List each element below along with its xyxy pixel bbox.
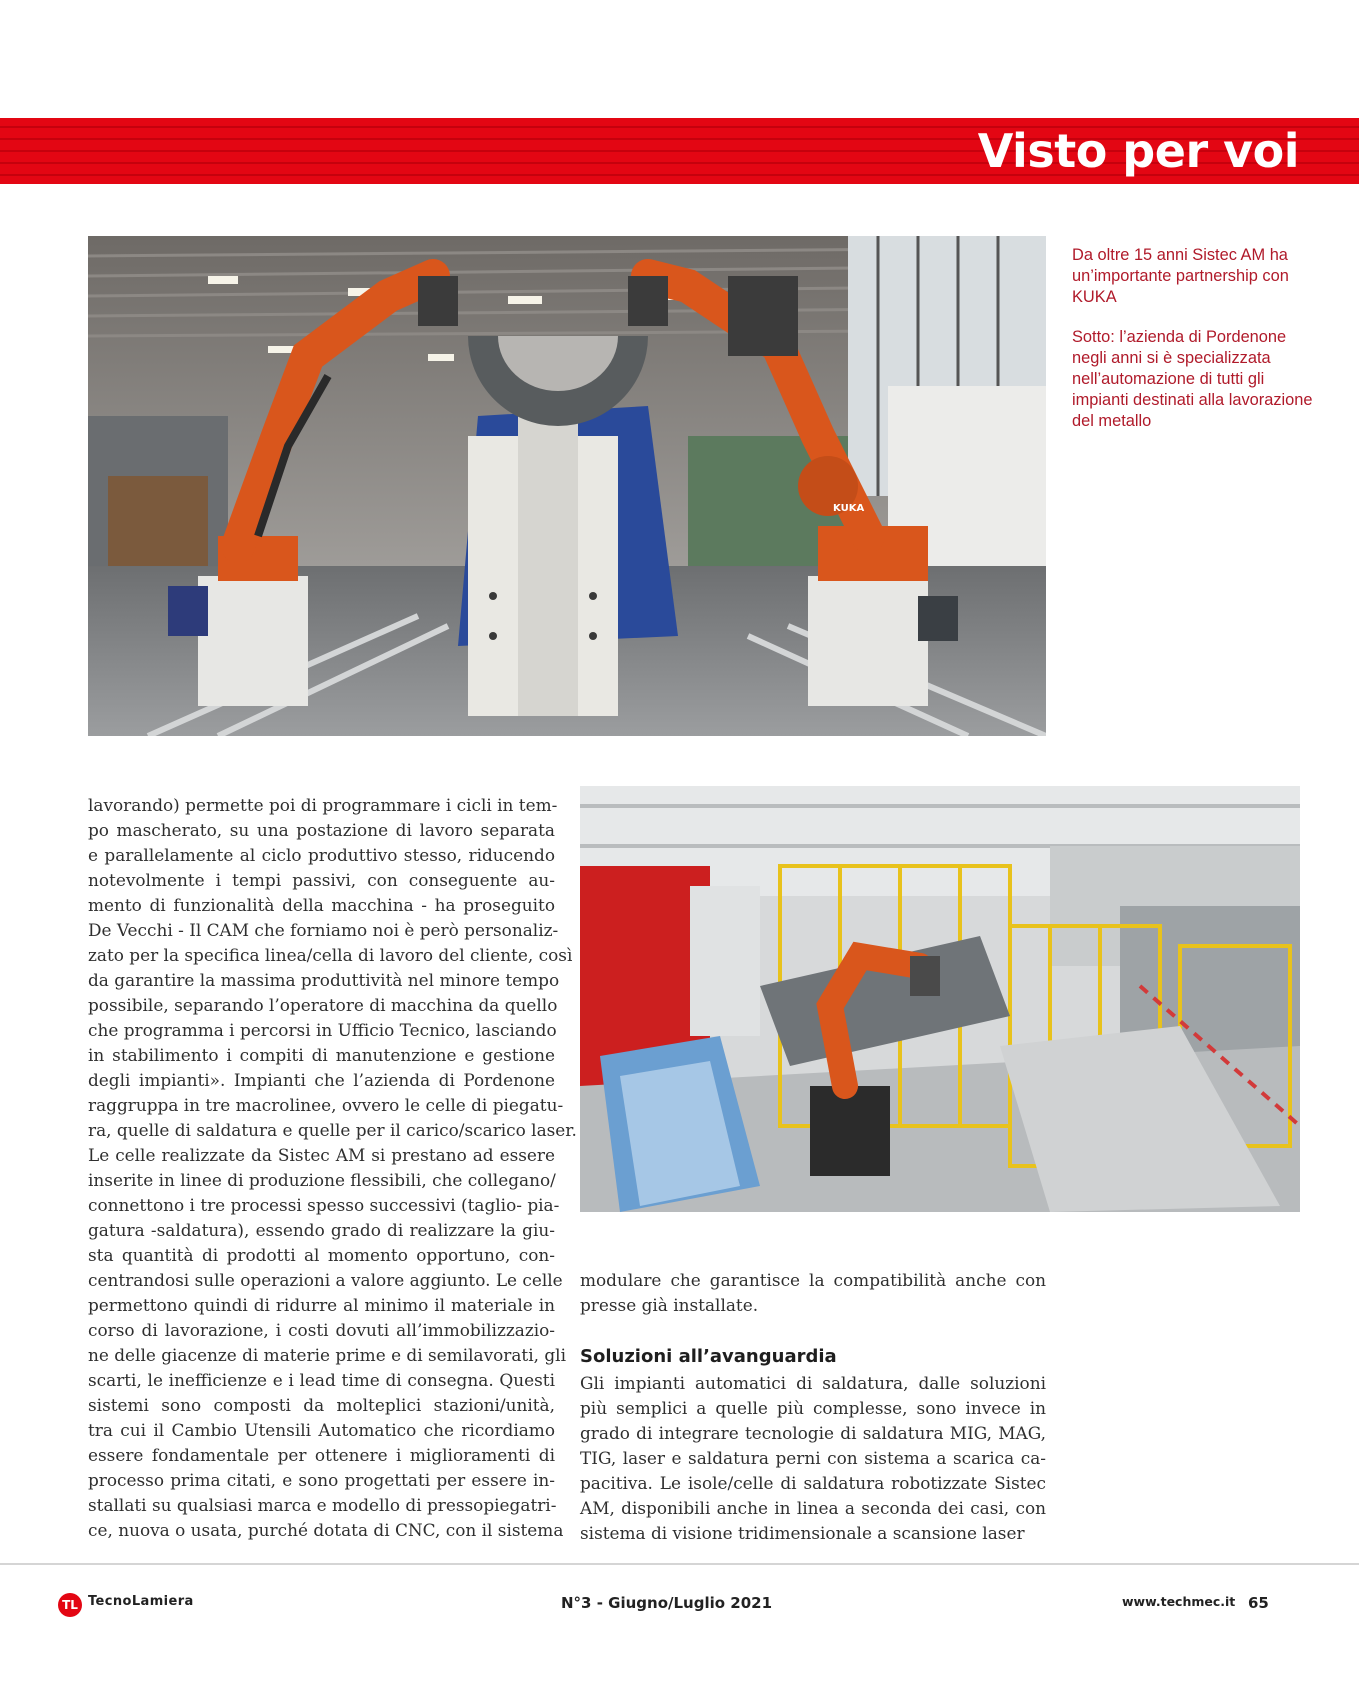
text-line: grado di integrare tecnologie di saldatura MIG, MAG,	[580, 1423, 1046, 1443]
text-line: in stabilimento i compiti di manutenzione e gestione	[88, 1045, 555, 1065]
article-left-lines	[88, 793, 577, 1543]
page-number: 65	[1248, 1594, 1269, 1612]
text-line: sistema di visione tridimensionale a scansione laser	[580, 1523, 1025, 1543]
text-line: pacitiva. Le isole/celle di saldatura robotizzate Sistec	[580, 1473, 1046, 1493]
text-line: AM, disponibili anche in linea a seconda dei casi, con	[580, 1498, 1046, 1518]
text-line: raggruppa in tre macrolinee, ovvero le celle di piegatu-	[88, 1095, 564, 1115]
text-line: che programma i percorsi in Ufficio Tecnico, lasciando	[88, 1020, 557, 1040]
text-line: ce, nuova o usata, purché dotata di CNC, con il sistema	[88, 1520, 564, 1540]
text-line: processo prima citati, e sono progettati per essere in-	[88, 1470, 555, 1490]
footer-brand: TecnoLamiera	[88, 1594, 194, 1609]
footer-site: www.techmec.it	[1122, 1594, 1236, 1609]
text-line: e parallelamente al ciclo produttivo stesso, riducendo	[88, 845, 555, 865]
text-line: possibile, separando l’operatore di macchina da quello	[88, 995, 558, 1015]
text-line: più semplici a quelle più complesse, sono invece in	[580, 1398, 1046, 1418]
text-line: stallati su qualsiasi marca e modello di pressopiegatri-	[88, 1495, 557, 1515]
footer-divider	[0, 1563, 1359, 1565]
text-line: mento di funzionalità della macchina - ha proseguito	[88, 895, 555, 915]
text-line: po mascherato, su una postazione di lavoro separata	[88, 820, 555, 840]
tecnolamiera-logo-icon: TL	[58, 1593, 82, 1617]
text-line: lavorando) permette poi di programmare i cicli in tem-	[88, 795, 558, 815]
article-column-right	[580, 1268, 1046, 1546]
footer-issue: N°3 - Giugno/Luglio 2021	[561, 1594, 773, 1612]
kuka-logo-text: KUKA	[833, 503, 865, 514]
caption-top: Da oltre 15 anni Sistec AM ha un’importante partnership con KUKA	[1072, 246, 1289, 306]
text-line: modulare che garantisce la compatibilità anche con	[580, 1270, 1046, 1290]
text-line: zato per la specifica linea/cella di lavoro del cliente, così	[88, 945, 573, 965]
text-line: notevolmente i tempi passivi, con conseguente au-	[88, 870, 555, 890]
text-line: sistemi sono composti da molteplici stazioni/unità,	[88, 1395, 555, 1415]
subheading: Soluzioni all’avanguardia	[580, 1346, 837, 1367]
section-title: Visto per voi	[977, 124, 1299, 178]
article-right-intro	[580, 1268, 1046, 1318]
text-line: De Vecchi - Il CAM che forniamo noi è però personaliz-	[88, 920, 559, 940]
text-line: TIG, laser e saldatura perni con sistema a scarica ca-	[580, 1448, 1046, 1468]
text-line: permettono quindi di ridurre al minimo il materiale in	[88, 1295, 555, 1315]
caption-bottom: Sotto: l’azienda di Pordenone negli anni si è specializzata nell’automazione di tutti gli impianti destinati alla lavorazione del metallo	[1072, 328, 1313, 430]
text-line: ra, quelle di saldatura e quelle per il carico/scarico laser.	[88, 1120, 577, 1140]
text-line: da garantire la massima produttività nel minore tempo	[88, 970, 560, 990]
welding-cell-photo	[580, 786, 1300, 1212]
text-line: presse già installate.	[580, 1295, 759, 1315]
text-line: corso di lavorazione, i costi dovuti all’immobilizzazio-	[88, 1320, 555, 1340]
photo-captions	[1072, 245, 1322, 451]
text-line: Le celle realizzate da Sistec AM si prestano ad essere	[88, 1145, 555, 1165]
text-line: degli impianti». Impianti che l’azienda di Pordenone	[88, 1070, 555, 1090]
factory-robots-photo	[88, 236, 1046, 736]
text-line: ne delle giacenze di materie prime e di semilavorati, gli	[88, 1345, 566, 1365]
article-column-left	[88, 793, 577, 1543]
article-right-lines	[580, 1371, 1046, 1546]
text-line: Gli impianti automatici di saldatura, dalle soluzioni	[580, 1373, 1046, 1393]
text-line: connettono i tre processi spesso successivi (taglio- pia-	[88, 1195, 560, 1215]
text-line: scarti, le inefficienze e i lead time di consegna. Questi	[88, 1370, 555, 1390]
text-line: gatura -saldatura), essendo grado di realizzare la giu-	[88, 1220, 555, 1240]
text-line: sta quantità di prodotti al momento opportuno, con-	[88, 1245, 555, 1265]
text-line: inserite in linee di produzione flessibili, che collegano/	[88, 1170, 556, 1190]
text-line: tra cui il Cambio Utensili Automatico che ricordiamo	[88, 1420, 555, 1440]
text-line: centrandosi sulle operazioni a valore aggiunto. Le celle	[88, 1270, 563, 1290]
text-line: essere fondamentale per ottenere i miglioramenti di	[88, 1445, 555, 1465]
